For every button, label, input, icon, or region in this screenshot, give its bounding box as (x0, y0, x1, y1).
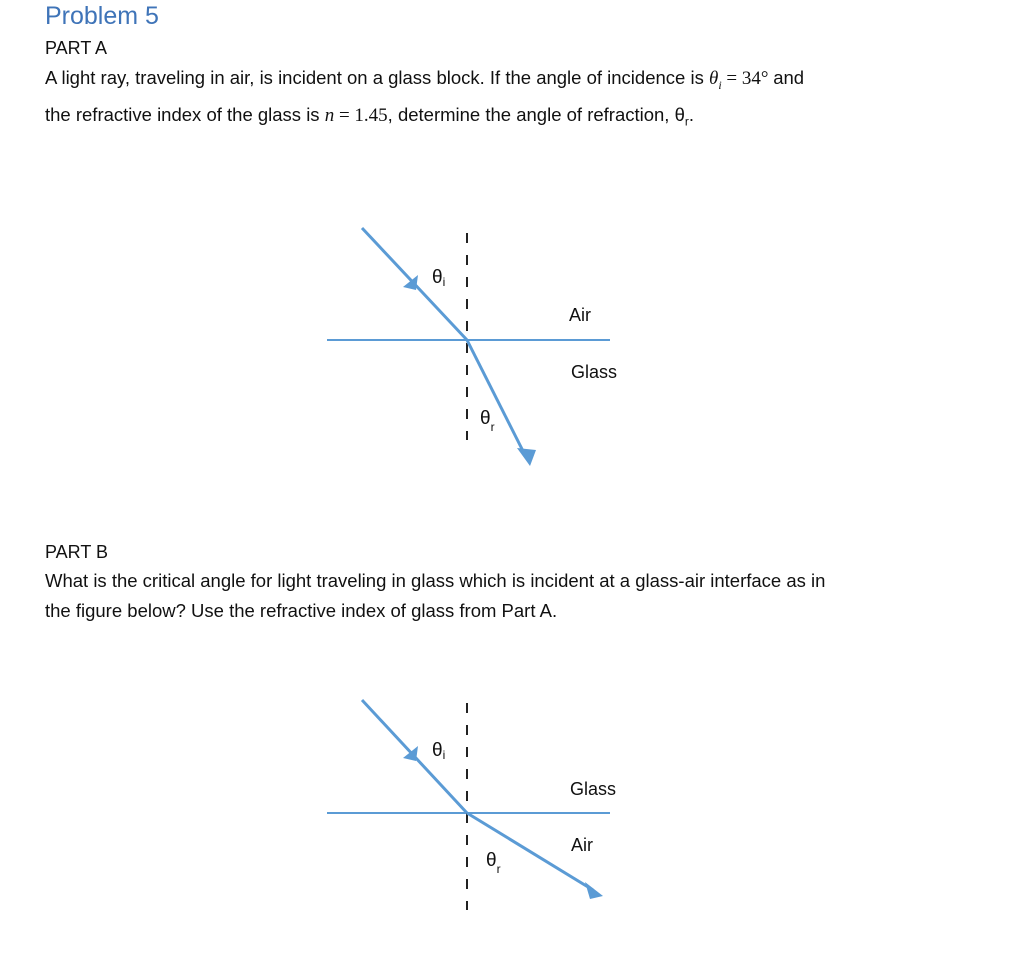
figure-a (327, 228, 617, 466)
part-b-label: PART B (45, 542, 109, 562)
part-a-label: PART A (45, 38, 108, 58)
figure-a-theta-i-label: θi (432, 267, 446, 289)
theta-i-symbol: θ (708, 68, 719, 89)
figure-a-refracted-ray (467, 340, 525, 455)
figure-b-refracted-arrowhead (585, 882, 603, 899)
n-value: = 1.45 (334, 104, 388, 126)
problem-title: Problem 5 (45, 2, 159, 30)
figure-a-top-medium: Air (569, 305, 591, 325)
part-a-line2-rest: , determine the angle of refraction, θ (387, 103, 685, 125)
figure-a-refracted-arrowhead (517, 448, 536, 466)
part-a-line2-period: . (688, 103, 695, 125)
theta-i-subscript: i (718, 77, 722, 92)
theta-r-subscript: r (684, 114, 689, 129)
theta-i-value: = 34° (721, 68, 774, 89)
part-b-line2: the figure below? Use the refractive index of glass from Part A. (45, 600, 558, 621)
figure-a-theta-r-label: $\theta_r$ (480, 408, 495, 434)
part-a-line2-text: the refractive index of the glass is (45, 103, 325, 125)
figure-a-incident-arrowhead (403, 275, 418, 290)
part-b-line1: What is the critical angle for light traveling in glass which is incident at a glass-air interface as in (45, 570, 826, 591)
figure-b-top-medium: Glass (570, 779, 617, 799)
figure-b-bottom-medium: Air (571, 835, 593, 855)
part-a-line1-end: and (773, 67, 805, 88)
figure-b-theta-r-label: $\theta_r$ (486, 850, 501, 876)
figure-b-theta-i-label: θi (432, 740, 446, 762)
figure-a-bottom-medium: Glass (571, 362, 618, 382)
part-a-line1-text: A light ray, traveling in air, is incident on a glass block. If the angle of incidence is (45, 67, 709, 88)
n-symbol: n (324, 104, 335, 126)
figure-b (327, 700, 616, 910)
part-b-question (45, 566, 995, 626)
